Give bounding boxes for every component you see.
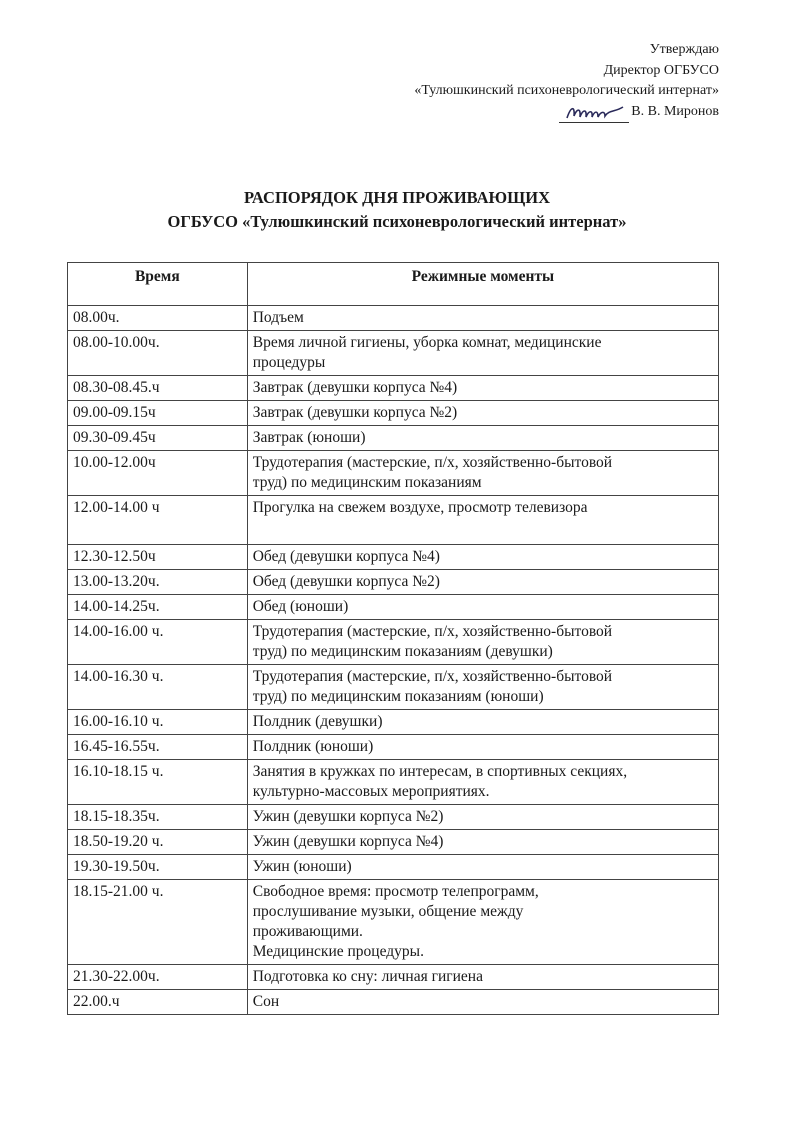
activity-cell: Трудотерапия (мастерские, п/х, хозяйственно-бытовой труд) по медицинским показаниям (юноши) <box>247 665 718 710</box>
activity-cell: Трудотерапия (мастерские, п/х, хозяйственно-бытовой труд) по медицинским показаниям <box>247 451 718 496</box>
time-cell: 13.00-13.20ч. <box>68 570 248 595</box>
activity-cell: Подъем <box>247 306 718 331</box>
table-row <box>68 965 719 990</box>
time-cell: 10.00-12.00ч <box>68 451 248 496</box>
time-cell: 18.15-18.35ч. <box>68 805 248 830</box>
table-row <box>68 570 719 595</box>
activity-cell: Подготовка ко сну: личная гигиена <box>247 965 718 990</box>
title-line-2: ОГБУСО «Тулюшкинский психоневрологический интернат» <box>167 212 627 231</box>
time-cell: 09.00-09.15ч <box>68 401 248 426</box>
table-row <box>68 426 719 451</box>
table-header-row <box>68 263 719 306</box>
time-cell: 08.30-08.45.ч <box>68 376 248 401</box>
activity-cell: Полдник (девушки) <box>247 710 718 735</box>
activity-cell: Ужин (девушки корпуса №4) <box>247 830 718 855</box>
table-row <box>68 451 719 496</box>
signer-name: В. В. Миронов <box>631 104 719 119</box>
table-row <box>68 401 719 426</box>
table-row <box>68 990 719 1015</box>
activity-cell: Завтрак (девушки корпуса №4) <box>247 376 718 401</box>
time-cell: 08.00ч. <box>68 306 248 331</box>
table-row <box>68 880 719 965</box>
time-cell: 12.00-14.00 ч <box>68 496 248 545</box>
time-cell: 18.50-19.20 ч. <box>68 830 248 855</box>
activity-cell: Сон <box>247 990 718 1015</box>
approval-block <box>414 40 719 130</box>
signature-line <box>559 102 719 123</box>
activity-cell: Ужин (девушки корпуса №2) <box>247 805 718 830</box>
time-cell: 22.00.ч <box>68 990 248 1015</box>
activity-cell: Обед (девушки корпуса №2) <box>247 570 718 595</box>
activity-cell: Трудотерапия (мастерские, п/х, хозяйственно-бытовой труд) по медицинским показаниям (девушки) <box>247 620 718 665</box>
activity-cell: Обед (юноши) <box>247 595 718 620</box>
table-row <box>68 805 719 830</box>
table-row <box>68 735 719 760</box>
handwritten-signature <box>559 102 629 123</box>
activity-cell: Полдник (юноши) <box>247 735 718 760</box>
approval-organization: «Тулюшкинский психоневрологический интернат» <box>414 83 719 98</box>
document-title <box>0 186 794 234</box>
time-cell: 09.30-09.45ч <box>68 426 248 451</box>
header-activity: Режимные моменты <box>247 263 718 306</box>
time-cell: 16.10-18.15 ч. <box>68 760 248 805</box>
table-row <box>68 760 719 805</box>
table-row <box>68 331 719 376</box>
time-cell: 16.00-16.10 ч. <box>68 710 248 735</box>
schedule-table <box>67 262 719 1015</box>
table-row <box>68 595 719 620</box>
table-row <box>68 710 719 735</box>
activity-cell: Завтрак (юноши) <box>247 426 718 451</box>
activity-cell: Свободное время: просмотр телепрограмм, прослушивание музыки, общение между проживающими. Медицинские процедуры. <box>247 880 718 965</box>
table-row <box>68 855 719 880</box>
table-row <box>68 306 719 331</box>
activity-cell: Время личной гигиены, уборка комнат, медицинские процедуры <box>247 331 718 376</box>
table-row <box>68 830 719 855</box>
time-cell: 08.00-10.00ч. <box>68 331 248 376</box>
activity-cell: Обед (девушки корпуса №4) <box>247 545 718 570</box>
table-row <box>68 620 719 665</box>
time-cell: 19.30-19.50ч. <box>68 855 248 880</box>
time-cell: 14.00-16.00 ч. <box>68 620 248 665</box>
time-cell: 14.00-14.25ч. <box>68 595 248 620</box>
title-line-1: РАСПОРЯДОК ДНЯ ПРОЖИВАЮЩИХ <box>243 188 551 207</box>
time-cell: 16.45-16.55ч. <box>68 735 248 760</box>
approval-position: Директор ОГБУСО <box>603 62 719 78</box>
activity-cell: Завтрак (девушки корпуса №2) <box>247 401 718 426</box>
activity-cell: Занятия в кружках по интересам, в спортивных секциях, культурно-массовых мероприятиях. <box>247 760 718 805</box>
time-cell: 14.00-16.30 ч. <box>68 665 248 710</box>
time-cell: 18.15-21.00 ч. <box>68 880 248 965</box>
header-time: Время <box>68 263 248 306</box>
table-row <box>68 545 719 570</box>
table-row <box>68 496 719 545</box>
table-row <box>68 376 719 401</box>
approval-word: Утверждаю <box>649 42 719 57</box>
time-cell: 21.30-22.00ч. <box>68 965 248 990</box>
activity-cell: Прогулка на свежем воздухе, просмотр телевизора <box>247 496 718 545</box>
activity-cell: Ужин (юноши) <box>247 855 718 880</box>
table-row <box>68 665 719 710</box>
time-cell: 12.30-12.50ч <box>68 545 248 570</box>
